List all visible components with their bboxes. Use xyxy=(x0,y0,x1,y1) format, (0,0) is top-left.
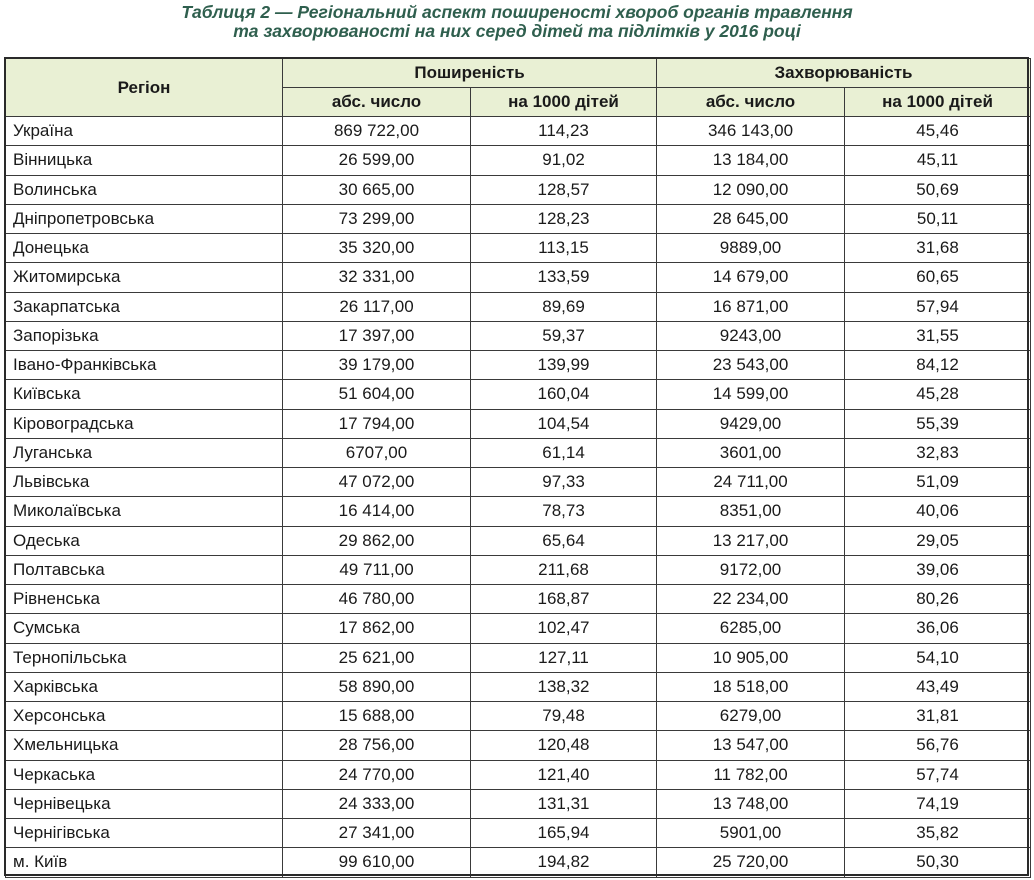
prevalence-abs-cell: 26 599,00 xyxy=(283,146,471,175)
prevalence-abs-cell: 17 397,00 xyxy=(283,321,471,350)
table-row xyxy=(6,614,1031,643)
region-cell: Хмельницька xyxy=(6,731,283,760)
prevalence-abs-cell: 99 610,00 xyxy=(283,848,471,877)
region-cell: Тернопільська xyxy=(6,643,283,672)
prevalence-abs-cell: 17 862,00 xyxy=(283,614,471,643)
region-cell: Харківська xyxy=(6,672,283,701)
incidence-abs-cell: 13 748,00 xyxy=(657,789,845,818)
incidence-per1000-cell: 45,11 xyxy=(845,146,1031,175)
incidence-per1000-cell: 39,06 xyxy=(845,555,1031,584)
table-row xyxy=(6,672,1031,701)
table-row xyxy=(6,175,1031,204)
prevalence-abs-cell: 58 890,00 xyxy=(283,672,471,701)
region-cell: Дніпропетровська xyxy=(6,204,283,233)
incidence-abs-cell: 9889,00 xyxy=(657,234,845,263)
prevalence-abs-cell: 47 072,00 xyxy=(283,468,471,497)
region-cell: Полтавська xyxy=(6,555,283,584)
table-row xyxy=(6,321,1031,350)
prevalence-per1000-cell: 138,32 xyxy=(471,672,657,701)
incidence-per1000-cell: 80,26 xyxy=(845,585,1031,614)
incidence-per1000-cell: 51,09 xyxy=(845,468,1031,497)
incidence-per1000-cell: 56,76 xyxy=(845,731,1031,760)
prevalence-abs-cell: 6707,00 xyxy=(283,438,471,467)
region-cell: Івано-Франківська xyxy=(6,351,283,380)
table-row xyxy=(6,438,1031,467)
table-caption xyxy=(0,0,1034,41)
incidence-abs-cell: 24 711,00 xyxy=(657,468,845,497)
incidence-per1000-cell: 29,05 xyxy=(845,526,1031,555)
caption-line-2: та захворюваності на них серед дітей та підлітків у 2016 році xyxy=(233,21,801,41)
region-cell: Одеська xyxy=(6,526,283,555)
incidence-abs-cell: 13 547,00 xyxy=(657,731,845,760)
region-cell: Сумська xyxy=(6,614,283,643)
prevalence-abs-cell: 17 794,00 xyxy=(283,409,471,438)
incidence-per1000-cell: 31,68 xyxy=(845,234,1031,263)
table-row xyxy=(6,263,1031,292)
prevalence-per1000-cell: 65,64 xyxy=(471,526,657,555)
table-row xyxy=(6,146,1031,175)
prevalence-abs-cell: 26 117,00 xyxy=(283,292,471,321)
table-row xyxy=(6,819,1031,848)
region-cell: Житомирська xyxy=(6,263,283,292)
incidence-abs-cell: 28 645,00 xyxy=(657,204,845,233)
table-header xyxy=(6,59,1031,117)
prevalence-abs-cell: 73 299,00 xyxy=(283,204,471,233)
table-row xyxy=(6,643,1031,672)
prevalence-abs-cell: 24 770,00 xyxy=(283,760,471,789)
table-row xyxy=(6,468,1031,497)
caption-line-1: Таблиця 2 — Регіональний аспект поширеності хвороб органів травлення xyxy=(181,2,853,22)
prevalence-per1000-cell: 139,99 xyxy=(471,351,657,380)
table-row xyxy=(6,702,1031,731)
prevalence-per1000-cell: 113,15 xyxy=(471,234,657,263)
region-cell: Чернігівська xyxy=(6,819,283,848)
header-prevalence-per1000: на 1000 дітей xyxy=(471,88,657,117)
incidence-per1000-cell: 84,12 xyxy=(845,351,1031,380)
table-body xyxy=(6,117,1031,878)
prevalence-per1000-cell: 165,94 xyxy=(471,819,657,848)
table-row xyxy=(6,204,1031,233)
table-row xyxy=(6,760,1031,789)
incidence-abs-cell: 18 518,00 xyxy=(657,672,845,701)
incidence-per1000-cell: 31,81 xyxy=(845,702,1031,731)
incidence-abs-cell: 16 871,00 xyxy=(657,292,845,321)
header-incidence: Захворюваність xyxy=(657,59,1031,88)
prevalence-per1000-cell: 121,40 xyxy=(471,760,657,789)
prevalence-per1000-cell: 160,04 xyxy=(471,380,657,409)
incidence-per1000-cell: 55,39 xyxy=(845,409,1031,438)
prevalence-abs-cell: 35 320,00 xyxy=(283,234,471,263)
incidence-per1000-cell: 43,49 xyxy=(845,672,1031,701)
prevalence-per1000-cell: 128,23 xyxy=(471,204,657,233)
incidence-abs-cell: 6285,00 xyxy=(657,614,845,643)
prevalence-per1000-cell: 97,33 xyxy=(471,468,657,497)
table-row xyxy=(6,497,1031,526)
region-cell: Донецька xyxy=(6,234,283,263)
header-prevalence: Поширеність xyxy=(283,59,657,88)
prevalence-abs-cell: 49 711,00 xyxy=(283,555,471,584)
prevalence-per1000-cell: 104,54 xyxy=(471,409,657,438)
region-cell: Рівненська xyxy=(6,585,283,614)
prevalence-per1000-cell: 127,11 xyxy=(471,643,657,672)
incidence-abs-cell: 25 720,00 xyxy=(657,848,845,877)
incidence-abs-cell: 8351,00 xyxy=(657,497,845,526)
prevalence-per1000-cell: 102,47 xyxy=(471,614,657,643)
incidence-abs-cell: 14 679,00 xyxy=(657,263,845,292)
incidence-per1000-cell: 45,28 xyxy=(845,380,1031,409)
prevalence-per1000-cell: 131,31 xyxy=(471,789,657,818)
region-cell: Вінницька xyxy=(6,146,283,175)
region-cell: Миколаївська xyxy=(6,497,283,526)
prevalence-abs-cell: 27 341,00 xyxy=(283,819,471,848)
incidence-abs-cell: 10 905,00 xyxy=(657,643,845,672)
prevalence-per1000-cell: 91,02 xyxy=(471,146,657,175)
prevalence-abs-cell: 869 722,00 xyxy=(283,117,471,146)
incidence-per1000-cell: 31,55 xyxy=(845,321,1031,350)
incidence-abs-cell: 13 184,00 xyxy=(657,146,845,175)
incidence-per1000-cell: 57,74 xyxy=(845,760,1031,789)
region-cell: м. Київ xyxy=(6,848,283,877)
region-cell: Черкаська xyxy=(6,760,283,789)
prevalence-abs-cell: 25 621,00 xyxy=(283,643,471,672)
prevalence-per1000-cell: 61,14 xyxy=(471,438,657,467)
table-row xyxy=(6,117,1031,146)
incidence-abs-cell: 9243,00 xyxy=(657,321,845,350)
table-row xyxy=(6,351,1031,380)
incidence-abs-cell: 9429,00 xyxy=(657,409,845,438)
prevalence-abs-cell: 24 333,00 xyxy=(283,789,471,818)
region-cell: Чернівецька xyxy=(6,789,283,818)
incidence-abs-cell: 3601,00 xyxy=(657,438,845,467)
table-row xyxy=(6,380,1031,409)
region-cell: Луганська xyxy=(6,438,283,467)
incidence-per1000-cell: 32,83 xyxy=(845,438,1031,467)
incidence-per1000-cell: 60,65 xyxy=(845,263,1031,292)
incidence-abs-cell: 12 090,00 xyxy=(657,175,845,204)
table-row xyxy=(6,585,1031,614)
table-row xyxy=(6,848,1031,877)
incidence-abs-cell: 9172,00 xyxy=(657,555,845,584)
region-cell: Львівська xyxy=(6,468,283,497)
prevalence-per1000-cell: 59,37 xyxy=(471,321,657,350)
prevalence-abs-cell: 32 331,00 xyxy=(283,263,471,292)
prevalence-per1000-cell: 114,23 xyxy=(471,117,657,146)
prevalence-per1000-cell: 128,57 xyxy=(471,175,657,204)
incidence-per1000-cell: 35,82 xyxy=(845,819,1031,848)
prevalence-abs-cell: 46 780,00 xyxy=(283,585,471,614)
prevalence-per1000-cell: 133,59 xyxy=(471,263,657,292)
prevalence-per1000-cell: 168,87 xyxy=(471,585,657,614)
region-cell: Україна xyxy=(6,117,283,146)
table-row xyxy=(6,409,1031,438)
incidence-abs-cell: 14 599,00 xyxy=(657,380,845,409)
incidence-per1000-cell: 50,11 xyxy=(845,204,1031,233)
incidence-per1000-cell: 36,06 xyxy=(845,614,1031,643)
header-incidence-abs: абс. число xyxy=(657,88,845,117)
incidence-abs-cell: 5901,00 xyxy=(657,819,845,848)
prevalence-abs-cell: 29 862,00 xyxy=(283,526,471,555)
incidence-abs-cell: 13 217,00 xyxy=(657,526,845,555)
incidence-abs-cell: 6279,00 xyxy=(657,702,845,731)
data-table xyxy=(5,58,1031,878)
incidence-per1000-cell: 54,10 xyxy=(845,643,1031,672)
region-cell: Кіровоградська xyxy=(6,409,283,438)
incidence-per1000-cell: 50,30 xyxy=(845,848,1031,877)
table-row xyxy=(6,234,1031,263)
incidence-per1000-cell: 74,19 xyxy=(845,789,1031,818)
table-row xyxy=(6,789,1031,818)
incidence-per1000-cell: 57,94 xyxy=(845,292,1031,321)
incidence-per1000-cell: 50,69 xyxy=(845,175,1031,204)
region-cell: Закарпатська xyxy=(6,292,283,321)
incidence-abs-cell: 22 234,00 xyxy=(657,585,845,614)
prevalence-per1000-cell: 120,48 xyxy=(471,731,657,760)
table-row xyxy=(6,555,1031,584)
prevalence-abs-cell: 15 688,00 xyxy=(283,702,471,731)
table-row xyxy=(6,526,1031,555)
prevalence-abs-cell: 16 414,00 xyxy=(283,497,471,526)
prevalence-per1000-cell: 78,73 xyxy=(471,497,657,526)
prevalence-per1000-cell: 89,69 xyxy=(471,292,657,321)
table-row xyxy=(6,292,1031,321)
header-region: Регіон xyxy=(6,59,283,117)
incidence-abs-cell: 23 543,00 xyxy=(657,351,845,380)
incidence-per1000-cell: 40,06 xyxy=(845,497,1031,526)
prevalence-abs-cell: 39 179,00 xyxy=(283,351,471,380)
prevalence-per1000-cell: 211,68 xyxy=(471,555,657,584)
region-cell: Київська xyxy=(6,380,283,409)
prevalence-abs-cell: 28 756,00 xyxy=(283,731,471,760)
incidence-per1000-cell: 45,46 xyxy=(845,117,1031,146)
prevalence-per1000-cell: 194,82 xyxy=(471,848,657,877)
table-row xyxy=(6,731,1031,760)
prevalence-per1000-cell: 79,48 xyxy=(471,702,657,731)
region-cell: Запорізька xyxy=(6,321,283,350)
prevalence-abs-cell: 51 604,00 xyxy=(283,380,471,409)
prevalence-abs-cell: 30 665,00 xyxy=(283,175,471,204)
incidence-abs-cell: 11 782,00 xyxy=(657,760,845,789)
header-incidence-per1000: на 1000 дітей xyxy=(845,88,1031,117)
region-cell: Волинська xyxy=(6,175,283,204)
header-prevalence-abs: абс. число xyxy=(283,88,471,117)
incidence-abs-cell: 346 143,00 xyxy=(657,117,845,146)
region-cell: Херсонська xyxy=(6,702,283,731)
